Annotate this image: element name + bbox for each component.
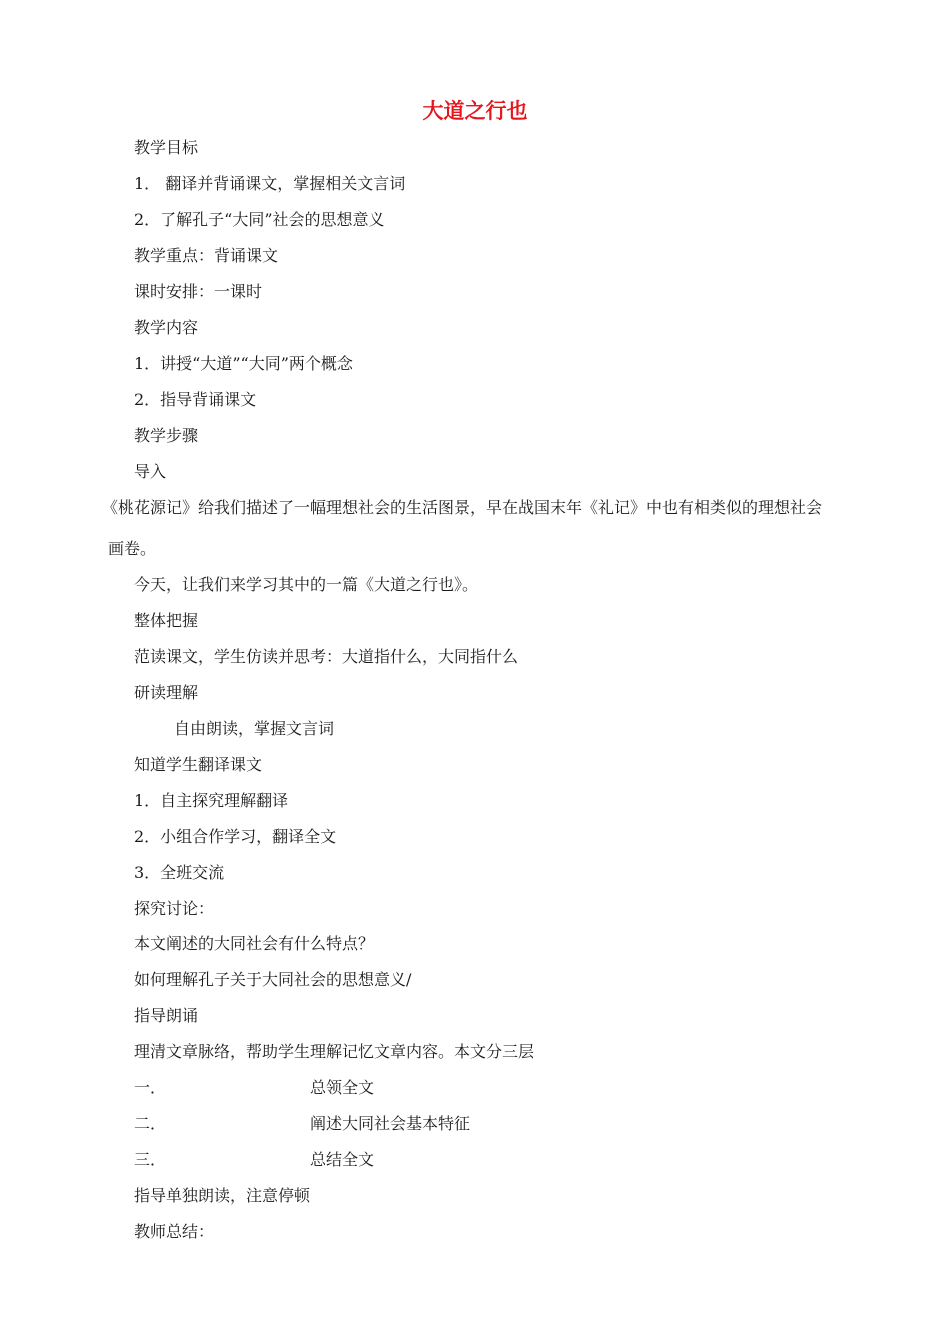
layer-text: 总结全文 [310, 1150, 375, 1169]
heading-teacher-summary: 教师总结： [134, 1222, 215, 1241]
translation-step-2: 2．小组合作学习，翻译全文 [134, 827, 337, 846]
layer-number: 三． [134, 1150, 167, 1169]
content-item-2: 2．指导背诵课文 [134, 390, 257, 409]
individual-reading-line: 指导单独朗读，注意停顿 [134, 1186, 311, 1205]
translation-step-1: 1．自主探究理解翻译 [134, 791, 289, 810]
today-line: 今天，让我们来学习其中的一篇《大道之行也》。 [134, 575, 479, 594]
teaching-focus: 教学重点：背诵课文 [134, 246, 279, 265]
intro-paragraph-line1: 《桃花源记》给我们描述了一幅理想社会的生活图景，早在战国末年《礼记》中也有相类似的理想社会 [102, 498, 823, 517]
free-reading-line: 自由朗读，掌握文言词 [174, 719, 335, 738]
layer-number: 二． [134, 1114, 167, 1133]
layer-text: 阐述大同社会基本特征 [310, 1114, 471, 1133]
goal-item-1: 1． 翻译并背诵课文，掌握相关文言词 [134, 174, 406, 193]
layer-text: 总领全文 [310, 1078, 375, 1097]
translation-step-3: 3．全班交流 [134, 863, 225, 882]
structure-line: 理清文章脉络，帮助学生理解记忆文章内容。本文分三层 [134, 1042, 535, 1061]
heading-recitation-guidance: 指导朗诵 [134, 1006, 199, 1025]
model-reading-line: 范读课文，学生仿读并思考：大道指什么，大同指什么 [134, 647, 519, 666]
translation-guidance: 知道学生翻译课文 [134, 755, 263, 774]
heading-teaching-content: 教学内容 [134, 318, 199, 337]
heading-discussion: 探究讨论： [134, 899, 215, 918]
heading-overall-grasp: 整体把握 [134, 611, 199, 630]
heading-introduction: 导入 [134, 462, 167, 481]
heading-teaching-goals: 教学目标 [134, 138, 199, 157]
content-item-1: 1．讲授“大道”“大同”两个概念 [134, 354, 353, 373]
intro-paragraph-line2: 画卷。 [108, 539, 157, 558]
class-schedule: 课时安排：一课时 [134, 282, 263, 301]
discussion-question-2: 如何理解孔子关于大同社会的思想意义/ [134, 970, 412, 989]
document-title: 大道之行也 [422, 99, 528, 123]
layer-number: 一． [134, 1078, 167, 1097]
heading-teaching-steps: 教学步骤 [134, 426, 199, 445]
goal-item-2: 2．了解孔子“大同”社会的思想意义 [134, 210, 385, 229]
heading-study-understanding: 研读理解 [134, 683, 199, 702]
discussion-question-1: 本文阐述的大同社会有什么特点？ [134, 934, 375, 953]
